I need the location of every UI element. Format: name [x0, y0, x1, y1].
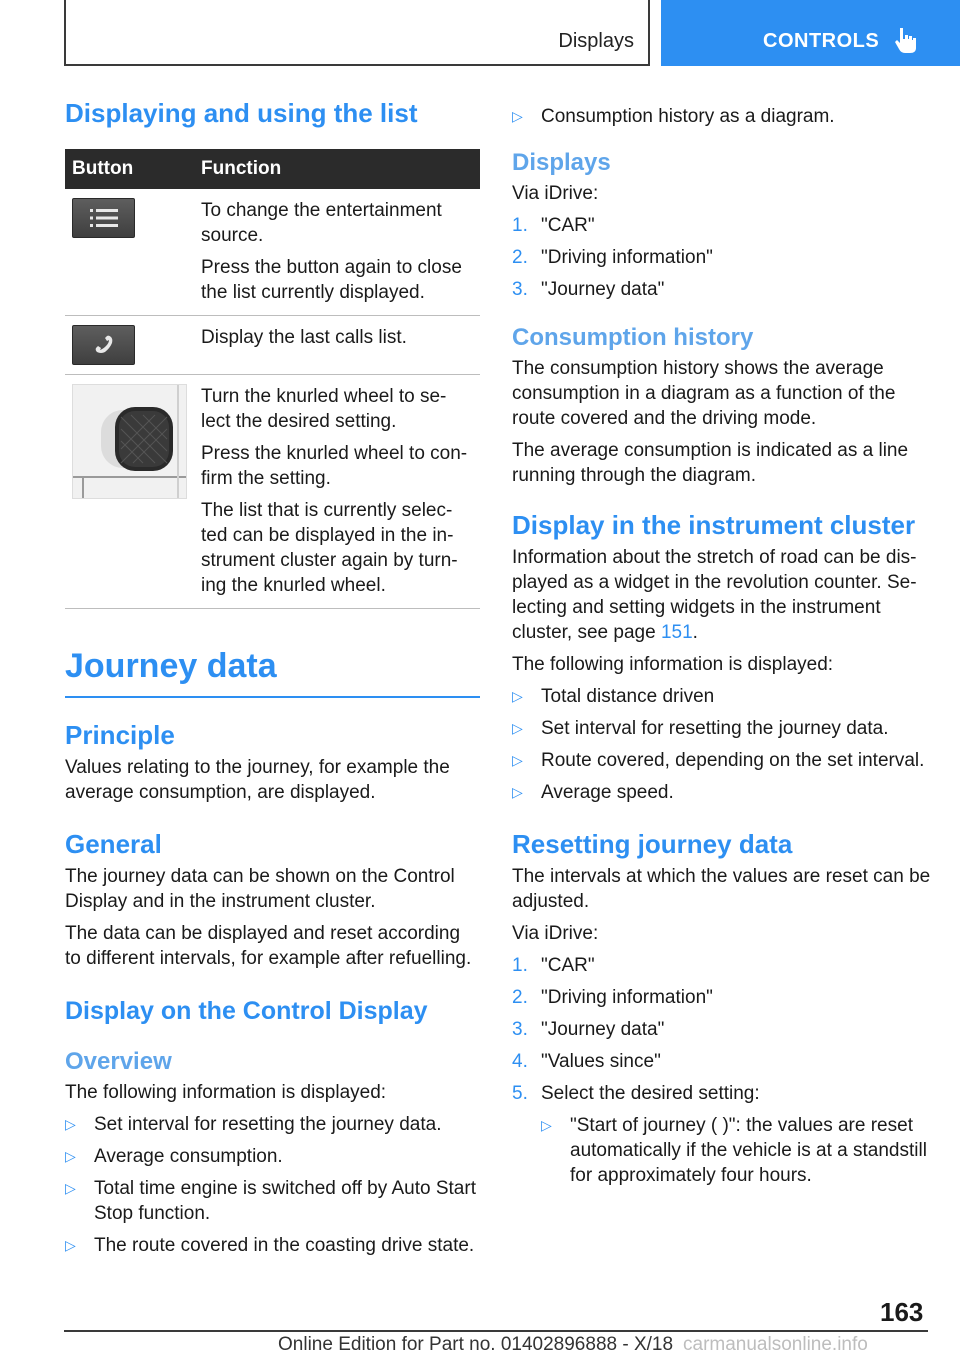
list-icon: [72, 198, 135, 238]
heading-consumption-history: Consumption history: [512, 324, 754, 351]
list-item: ▷ Consumption history as a diagram.: [512, 104, 932, 129]
table-header-row: [65, 149, 480, 189]
paragraph-general-1: The journey data can be shown on the Control Display and in the instrument cluster.: [65, 866, 455, 912]
right-column: [512, 100, 932, 1188]
header-section-title: Displays: [558, 30, 634, 52]
footer-watermark: carmanualsonline.info: [683, 1334, 868, 1355]
list-item: ▷ Set interval for resetting the journey data.: [65, 1112, 480, 1137]
header-section-box: [64, 0, 650, 66]
paragraph-reset: The intervals at which the values are reset can be adjusted.: [512, 866, 931, 912]
heading-control-display: Display on the Control Display: [65, 997, 428, 1025]
list-item: 3. "Journey data": [512, 279, 665, 300]
displays-steps: [512, 213, 932, 302]
table-row: [65, 189, 480, 316]
paragraph-cluster-2: The following information is displayed:: [512, 654, 834, 675]
via-idrive: Via iDrive:: [512, 183, 599, 204]
paragraph-consumption-1: The consumption history shows the average consumption in a diagram as a function of the route covered and the driving mode.: [512, 358, 896, 429]
row-text: Display the last calls list.: [201, 327, 407, 348]
table-row: [65, 375, 480, 609]
heading-overview: Overview: [65, 1048, 172, 1075]
page-number: 163: [880, 1297, 924, 1327]
page-link-151[interactable]: 151: [660, 622, 693, 643]
left-column: [65, 98, 480, 1258]
list-item: 5. Select the desired setting:: [512, 1083, 760, 1104]
table-header-function: Function: [193, 149, 480, 189]
row-text: To change the entertainment source.: [201, 200, 442, 246]
list-item: ▷ The route covered in the coasting drive state.: [65, 1233, 480, 1258]
reset-steps: [512, 953, 932, 1106]
list-item: ▷ Average consumption.: [65, 1144, 480, 1169]
paragraph-principle: Values relating to the journey, for example the average consumption, are displayed.: [65, 757, 450, 803]
paragraph-consumption-2: The average consumption is indicated as a line running through the diagram.: [512, 440, 909, 486]
cluster-list: [512, 684, 932, 805]
list-item: 2. "Driving information": [512, 987, 713, 1008]
table-header-button: Button: [65, 149, 193, 189]
reset-sub-list: [541, 1113, 932, 1188]
heading-instrument-cluster: Display in the instrument cluster: [512, 510, 916, 540]
phone-icon: [72, 325, 135, 365]
list-item: 2. "Driving information": [512, 247, 713, 268]
heading-general: General: [65, 829, 162, 859]
list-item: ▷ Total time engine is switched off by Auto Start Stop function.: [65, 1176, 480, 1226]
overview-list: [65, 1112, 480, 1258]
heading-principle: Principle: [65, 720, 175, 750]
heading-displays: Displays: [512, 149, 611, 176]
knurled-wheel-icon: [72, 384, 187, 499]
footer-rule: [64, 1330, 928, 1332]
row-text: Turn the knurled wheel to se-lect the desired setting.: [201, 386, 447, 432]
list-item: ▷ Route covered, depending on the set interval.: [512, 748, 932, 773]
header-chapter-label: CONTROLS: [763, 30, 880, 52]
list-item: 1. "CAR": [512, 955, 595, 976]
list-item: 4. "Values since": [512, 1051, 661, 1072]
pointing-hand-icon: [894, 26, 920, 54]
list-item: ▷ Total distance driven: [512, 684, 932, 709]
consumption-diagram-list: [512, 104, 932, 129]
header-chapter-tab: [661, 0, 960, 66]
via-idrive-2: Via iDrive:: [512, 923, 599, 944]
row-text: Press the knurled wheel to con-firm the setting.: [201, 443, 468, 489]
paragraph-general-2: The data can be displayed and reset according to different intervals, for example after refuelling.: [65, 923, 472, 969]
row-text: The list that is currently selec-ted can be displayed in the in-strument cluster again by turn-ing the knurled wheel.: [201, 500, 458, 596]
footer-edition: Online Edition for Part no. 01402896888 - X/18: [278, 1334, 674, 1355]
list-item: 1. "CAR": [512, 215, 595, 236]
paragraph-overview: The following information is displayed:: [65, 1082, 387, 1103]
list-item: ▷ Average speed.: [512, 780, 932, 805]
heading-journey-data: Journey data: [65, 647, 277, 685]
row-text: Press the button again to close the list currently displayed.: [201, 257, 462, 303]
list-item: ▷ Set interval for resetting the journey data.: [512, 716, 932, 741]
list-item: ▷ "Start of journey ( )": the values are reset automatically if the vehicle is at a standstill for approximately four hours.: [541, 1113, 932, 1188]
button-function-table: [65, 149, 480, 609]
paragraph-cluster: Information about the stretch of road can be dis-played as a widget in the revolution counter. Se-lecting and setting widgets in the instrument cluster, see page 151.: [512, 547, 917, 643]
heading-displaying-list: Displaying and using the list: [65, 98, 418, 128]
section-rule: [65, 696, 480, 698]
heading-resetting: Resetting journey data: [512, 829, 793, 859]
table-row: [65, 316, 480, 375]
list-item: 3. "Journey data": [512, 1019, 665, 1040]
